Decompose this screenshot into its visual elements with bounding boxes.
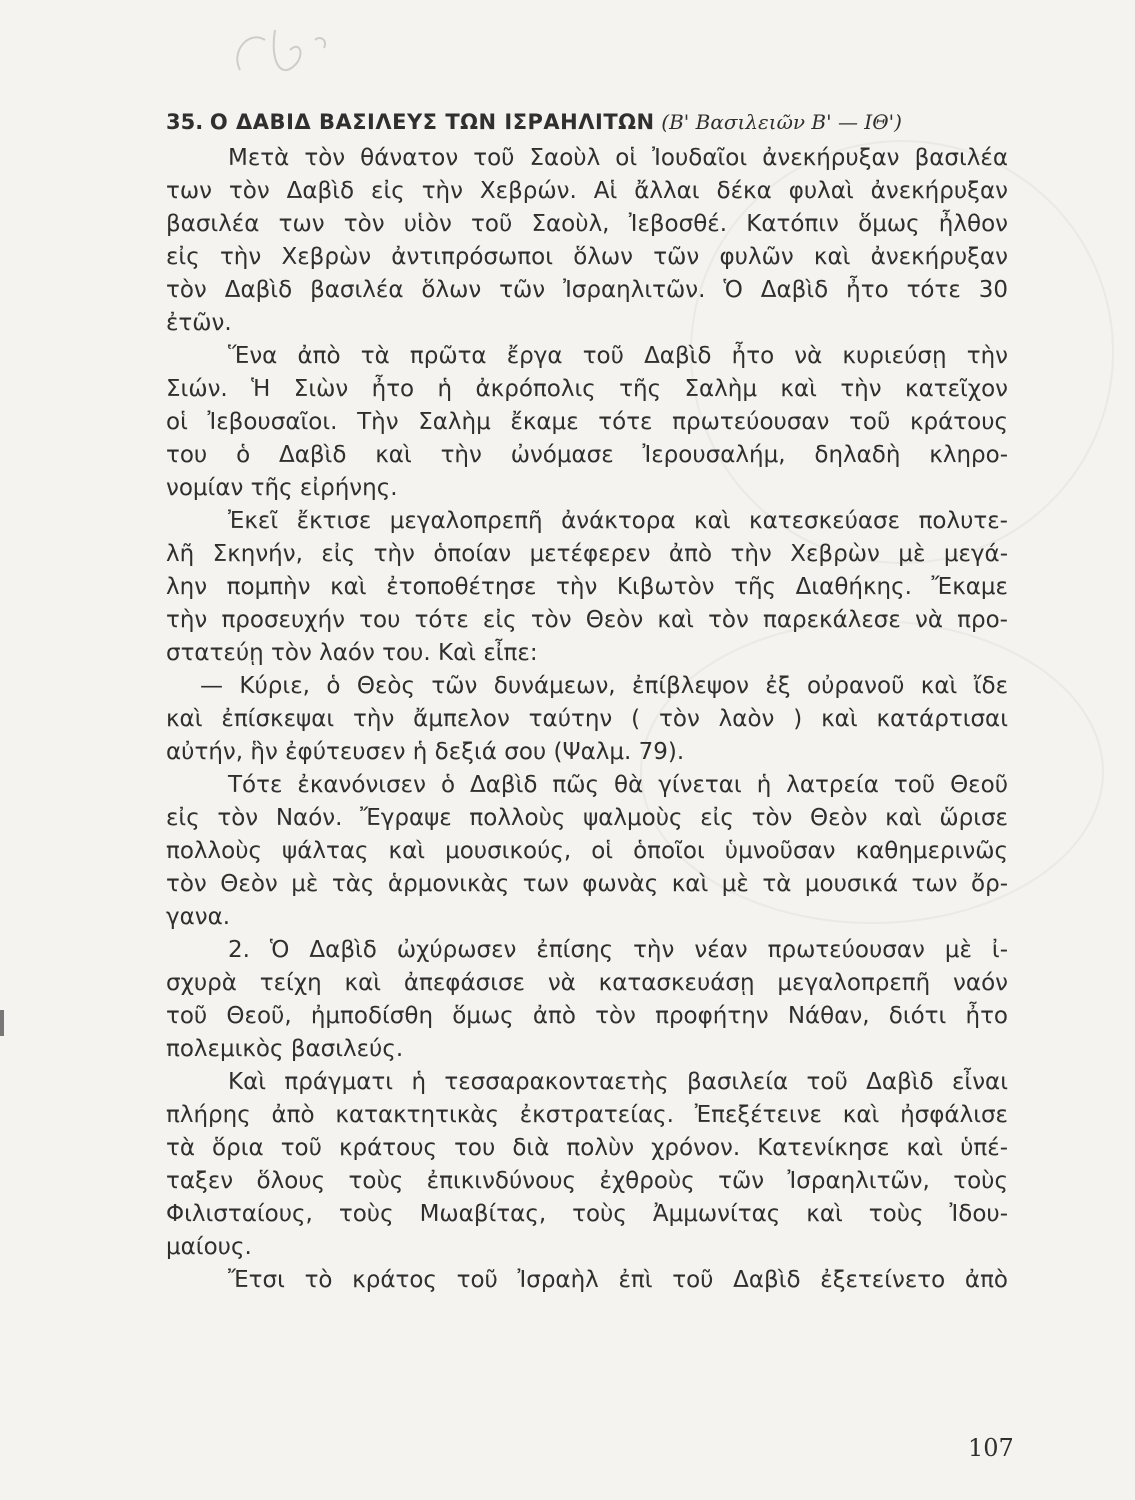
text-line: Φιλισταίους, τοὺς Μωαβίτας, τοὺς Ἀμμωνίτας καὶ τοὺς Ἰδου- [166, 1201, 1008, 1227]
text-line: τὸν Δαβὶδ βασιλέα ὅλων τῶν Ἰσραηλιτῶν. Ὁ Δαβὶδ ἦτο τότε 30 [166, 277, 1008, 303]
text-line: λῆ Σκηνήν, εἰς τὴν ὁποίαν μετέφερεν ἀπὸ τὴν Χεβρὼν μὲ μεγά- [166, 541, 1008, 567]
text-line: πολεμικὸς βασιλεύς. [166, 1036, 404, 1062]
text-line: βασιλέα των τὸν υἱὸν τοῦ Σαοὺλ, Ἰεβοσθέ. Κατόπιν ὅμως ἦλθον [166, 211, 1008, 237]
text-line: μαίους. [166, 1234, 252, 1260]
text-line: 2. Ὁ Δαβὶδ ὠχύρωσεν ἐπίσης τὴν νέαν πρωτεύουσαν μὲ ἰ- [228, 937, 1008, 963]
text-line: αὐτήν, ἣν ἐφύτευσεν ἡ δεξιά σου (Ψαλμ. 79). [166, 739, 685, 765]
text-line: τὸν Θεὸν μὲ τὰς ἁρμονικὰς των φωνὰς καὶ μὲ τὰ μουσικά των ὄρ- [166, 871, 1008, 897]
text-line: Μετὰ τὸν θάνατον τοῦ Σαοὺλ οἱ Ἰουδαῖοι ἀνεκήρυξαν βασιλέα [228, 145, 1008, 171]
text-line: καὶ ἐπίσκεψαι τὴν ἄμπελον ταύτην ( τὸν λαὸν ) καὶ κατάρτισαι [166, 706, 1008, 732]
margin-mark [0, 1010, 4, 1036]
section-header [166, 107, 1016, 137]
section-title: Ο ΔΑΒΙΔ ΒΑΣΙΛΕΥΣ ΤΩΝ ΙΣΡΑΗΛΙΤΩΝ [209, 110, 655, 134]
text-line: Καὶ πράγματι ἡ τεσσαρακονταετὴς βασιλεία τοῦ Δαβὶδ εἶναι [228, 1069, 1008, 1095]
text-line: Ἕνα ἀπὸ τὰ πρῶτα ἔργα τοῦ Δαβὶδ ἦτο νὰ κυριεύσῃ τὴν [228, 343, 1008, 369]
text-line: ἐτῶν. [166, 310, 232, 336]
text-line: εἰς τὸν Ναόν. Ἔγραψε πολλοὺς ψαλμοὺς εἰς τὸν Θεὸν καὶ ὥρισε [166, 805, 1008, 831]
text-line: Ἔτσι τὸ κράτος τοῦ Ἰσραὴλ ἐπὶ τοῦ Δαβὶδ ἐξετείνετο ἀπὸ [228, 1267, 1008, 1293]
section-number: 35. [166, 110, 204, 134]
text-line: σχυρὰ τείχη καὶ ἀπεφάσισε νὰ κατασκευάσῃ μεγαλοπρεπῆ ναόν [166, 970, 1008, 996]
text-line: νομίαν τῆς εἰρήνης. [166, 475, 398, 501]
text-line: Ἐκεῖ ἔκτισε μεγαλοπρεπῆ ἀνάκτορα καὶ κατεσκεύασε πολυτε- [228, 508, 1008, 534]
pencil-scribble-icon [220, 10, 350, 100]
section-reference: (Β' Βασιλειῶν Β' — ΙΘ') [661, 110, 902, 134]
text-line: των τὸν Δαβὶδ εἰς τὴν Χεβρών. Αἱ ἄλλαι δέκα φυλαὶ ἀνεκήρυξαν [166, 178, 1008, 204]
text-line: λην πομπὴν καὶ ἐτοποθέτησε τὴν Κιβωτὸν τῆς Διαθήκης. Ἔκαμε [166, 574, 1008, 600]
page-number: 107 [968, 1434, 1014, 1462]
text-line: τοῦ Θεοῦ, ἠμποδίσθη ὅμως ἀπὸ τὸν προφήτην Νάθαν, διότι ἦτο [166, 1003, 1008, 1029]
text-line: τὰ ὅρια τοῦ κράτους του διὰ πολὺν χρόνον. Κατενίκησε καὶ ὑπέ- [166, 1135, 1008, 1161]
text-line: του ὁ Δαβὶδ καὶ τὴν ὠνόμασε Ἰερουσαλήμ, δηλαδὴ κληρο- [166, 442, 1008, 468]
body-text [166, 142, 1008, 1297]
text-line: τὴν προσευχήν του τότε εἰς τὸν Θεὸν καὶ τὸν παρεκάλεσε νὰ προ- [166, 607, 1008, 633]
text-line: Σιών. Ἡ Σιὼν ἦτο ἡ ἀκρόπολις τῆς Σαλὴμ καὶ τὴν κατεῖχον [166, 376, 1008, 402]
text-line: οἱ Ἰεβουσαῖοι. Τὴν Σαλὴμ ἔκαμε τότε πρωτεύουσαν τοῦ κράτους [166, 409, 1008, 435]
text-line: πλήρης ἀπὸ κατακτητικὰς ἐκστρατείας. Ἐπεξέτεινε καὶ ἠσφάλισε [166, 1102, 1008, 1128]
text-line: — Κύριε, ὁ Θεὸς τῶν δυνάμεων, ἐπίβλεψον ἐξ οὐρανοῦ καὶ ἴδε [200, 673, 1008, 699]
text-line: Τότε ἐκανόνισεν ὁ Δαβὶδ πῶς θὰ γίνεται ἡ λατρεία τοῦ Θεοῦ [228, 772, 1008, 798]
text-line: γανα. [166, 904, 231, 930]
text-line: στατεύῃ τὸν λαόν του. Καὶ εἶπε: [166, 640, 538, 666]
text-line: εἰς τὴν Χεβρὼν ἀντιπρόσωποι ὅλων τῶν φυλῶν καὶ ἀνεκήρυξαν [166, 244, 1008, 270]
text-line: πολλοὺς ψάλτας καὶ μουσικούς, οἱ ὁποῖοι ὑμνοῦσαν καθημερινῶς [166, 838, 1008, 864]
text-line: ταξεν ὅλους τοὺς ἐπικινδύνους ἐχθροὺς τῶν Ἰσραηλιτῶν, τοὺς [166, 1168, 1008, 1194]
